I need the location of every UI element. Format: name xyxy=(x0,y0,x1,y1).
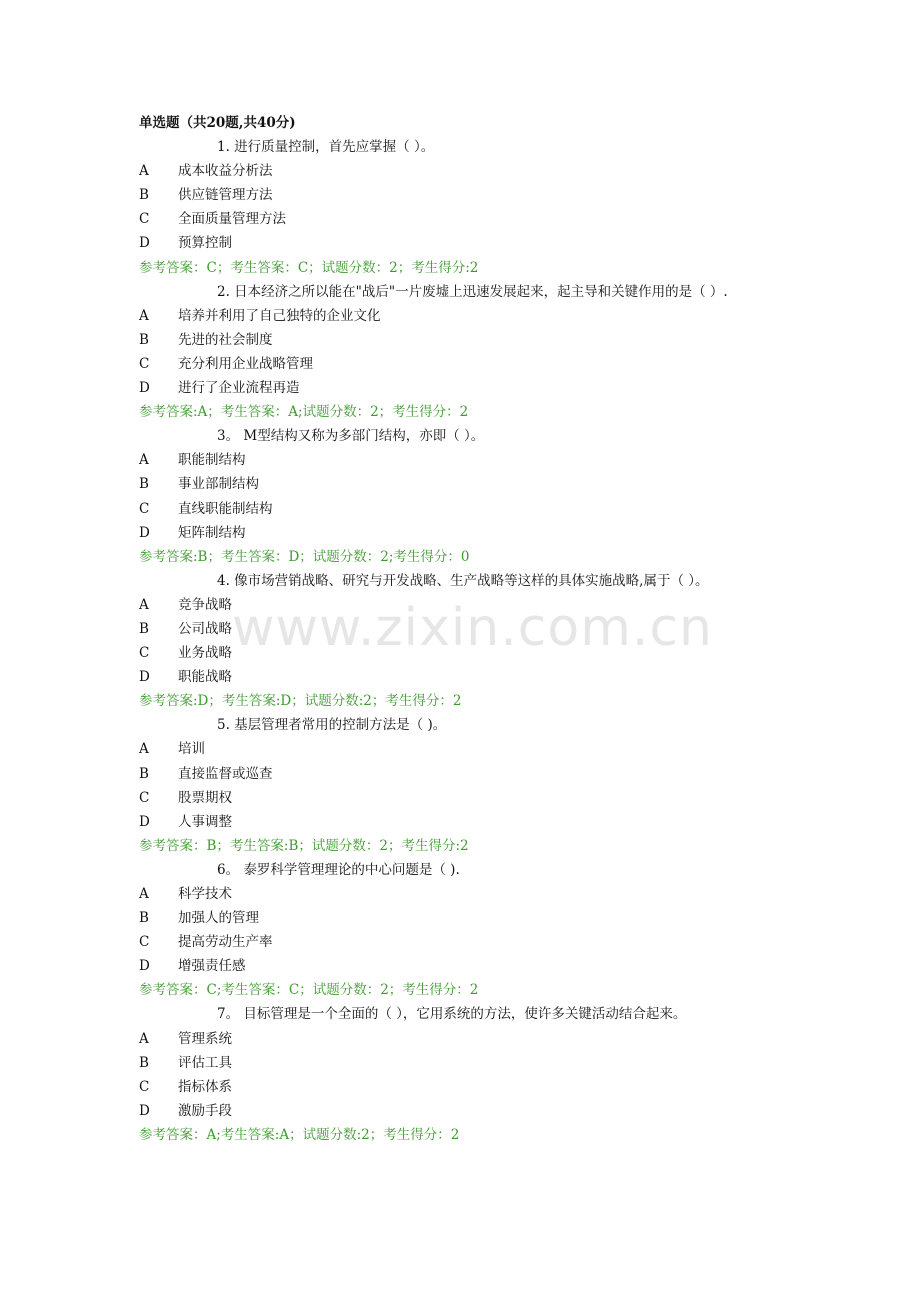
option-letter: A xyxy=(139,741,149,758)
option-text: 提高劳动生产率 xyxy=(178,934,273,951)
option-letter: C xyxy=(139,789,150,806)
option-text: 进行了企业流程再造 xyxy=(178,380,300,397)
option-letter: A xyxy=(139,307,149,324)
question-text: 7。 目标管理是一个全面的（ ），它用系统的方法，使许多关键活动结合起来。 xyxy=(217,1006,687,1023)
option-letter: B xyxy=(139,331,149,348)
option-letter: B xyxy=(139,910,149,927)
answer-line: 参考答案:A；考生答案：A;试题分数：2；考生得分：2 xyxy=(139,404,469,421)
option-text: 成本收益分析法 xyxy=(178,163,273,180)
answer-line: 参考答案：B；考生答案:B；试题分数：2；考生得分:2 xyxy=(139,837,469,854)
question-4 xyxy=(139,569,799,714)
question-text: 4. 像市场营销战略、研究与开发战略、生产战略等这样的具体实施战略,属于（ ）。 xyxy=(217,572,709,589)
answer-line: 参考答案：C；考生答案：C；试题分数：2；考生得分:2 xyxy=(139,259,479,276)
option-letter: C xyxy=(139,500,150,517)
option-letter: C xyxy=(139,355,150,372)
option-text: 供应链管理方法 xyxy=(178,187,273,204)
option-text: 指标体系 xyxy=(178,1078,232,1095)
answer-line: 参考答案:D；考生答案:D；试题分数:2；考生得分：2 xyxy=(139,693,462,710)
option-text: 增强责任感 xyxy=(178,958,246,975)
option-d xyxy=(139,665,799,689)
option-b xyxy=(139,472,799,496)
option-letter: D xyxy=(139,669,150,686)
question-text: 6。 泰罗科学管理理论的中心问题是（ ). xyxy=(217,861,460,878)
exam-content xyxy=(139,111,799,1147)
option-text: 评估工具 xyxy=(178,1054,232,1071)
answer-line: 参考答案：C;考生答案：C；试题分数：2；考生得分：2 xyxy=(139,982,479,999)
section-title: 单选题（共20题,共40分) xyxy=(139,115,296,131)
option-b xyxy=(139,328,799,352)
option-letter: C xyxy=(139,211,150,228)
watermark: www.zixin.com.cn xyxy=(232,598,713,658)
question-7 xyxy=(139,1002,799,1147)
option-b xyxy=(139,762,799,786)
option-text: 股票期权 xyxy=(178,789,232,806)
option-a xyxy=(139,159,799,183)
option-a xyxy=(139,1027,799,1051)
option-c xyxy=(139,1075,799,1099)
option-letter: A xyxy=(139,452,149,469)
option-c xyxy=(139,207,799,231)
option-letter: A xyxy=(139,1030,149,1047)
option-text: 人事调整 xyxy=(178,813,232,830)
option-text: 培训 xyxy=(178,741,205,758)
option-text: 激励手段 xyxy=(178,1102,232,1119)
option-text: 职能制结构 xyxy=(178,452,246,469)
option-text: 职能战略 xyxy=(178,669,232,686)
option-d xyxy=(139,521,799,545)
option-c xyxy=(139,786,799,810)
option-b xyxy=(139,183,799,207)
option-text: 预算控制 xyxy=(178,235,232,252)
option-d xyxy=(139,376,799,400)
option-letter: D xyxy=(139,380,150,397)
option-c xyxy=(139,641,799,665)
option-b xyxy=(139,1051,799,1075)
option-c xyxy=(139,930,799,954)
option-text: 直线职能制结构 xyxy=(178,500,273,517)
option-letter: D xyxy=(139,235,150,252)
option-letter: A xyxy=(139,596,149,613)
option-letter: D xyxy=(139,813,150,830)
answer-line: 参考答案:B；考生答案：D；试题分数：2;考生得分：0 xyxy=(139,548,470,565)
option-letter: D xyxy=(139,1102,150,1119)
option-text: 管理系统 xyxy=(178,1030,232,1047)
option-a xyxy=(139,737,799,761)
option-text: 充分利用企业战略管理 xyxy=(178,355,313,372)
option-a xyxy=(139,593,799,617)
option-text: 全面质量管理方法 xyxy=(178,211,286,228)
option-text: 加强人的管理 xyxy=(178,910,259,927)
option-text: 先进的社会制度 xyxy=(178,331,273,348)
question-text: 1. 进行质量控制，首先应掌握（ ）。 xyxy=(217,139,435,156)
question-1 xyxy=(139,135,799,280)
option-letter: A xyxy=(139,886,149,902)
option-letter: B xyxy=(139,476,149,493)
option-text: 科学技术 xyxy=(178,886,232,902)
option-letter: C xyxy=(139,1078,150,1095)
question-text: 3。 M型结构又称为多部门结构，亦即（ ）。 xyxy=(217,428,485,445)
question-text: 2. 日本经济之所以能在"战后"一片废墟上迅速发展起来，起主导和关键作用的是（ ）. xyxy=(217,283,728,300)
option-b xyxy=(139,906,799,930)
option-text: 矩阵制结构 xyxy=(178,524,246,541)
option-b xyxy=(139,617,799,641)
option-letter: D xyxy=(139,958,150,975)
option-text: 培养并利用了自己独特的企业文化 xyxy=(178,307,381,324)
option-d xyxy=(139,954,799,978)
option-letter: C xyxy=(139,645,150,662)
option-d xyxy=(139,231,799,255)
option-c xyxy=(139,497,799,521)
option-text: 业务战略 xyxy=(178,645,232,662)
question-6 xyxy=(139,858,799,1003)
option-a xyxy=(139,304,799,328)
question-3 xyxy=(139,424,799,569)
answer-line: 参考答案：A;考生答案:A；试题分数:2；考生得分：2 xyxy=(139,1126,460,1143)
question-5 xyxy=(139,713,799,858)
option-a xyxy=(139,882,799,906)
option-text: 竞争战略 xyxy=(178,596,232,613)
option-letter: D xyxy=(139,524,150,541)
option-d xyxy=(139,810,799,834)
option-letter: B xyxy=(139,187,149,204)
question-2 xyxy=(139,280,799,425)
option-text: 公司战略 xyxy=(178,620,232,637)
option-text: 事业部制结构 xyxy=(178,476,259,493)
option-c xyxy=(139,352,799,376)
option-letter: C xyxy=(139,934,150,951)
option-letter: A xyxy=(139,163,149,180)
option-d xyxy=(139,1099,799,1123)
option-letter: B xyxy=(139,620,149,637)
question-text: 5. 基层管理者常用的控制方法是（ )。 xyxy=(217,717,447,734)
option-letter: B xyxy=(139,1054,149,1071)
option-letter: B xyxy=(139,765,149,782)
option-a xyxy=(139,448,799,472)
option-text: 直接监督或巡查 xyxy=(178,765,273,782)
